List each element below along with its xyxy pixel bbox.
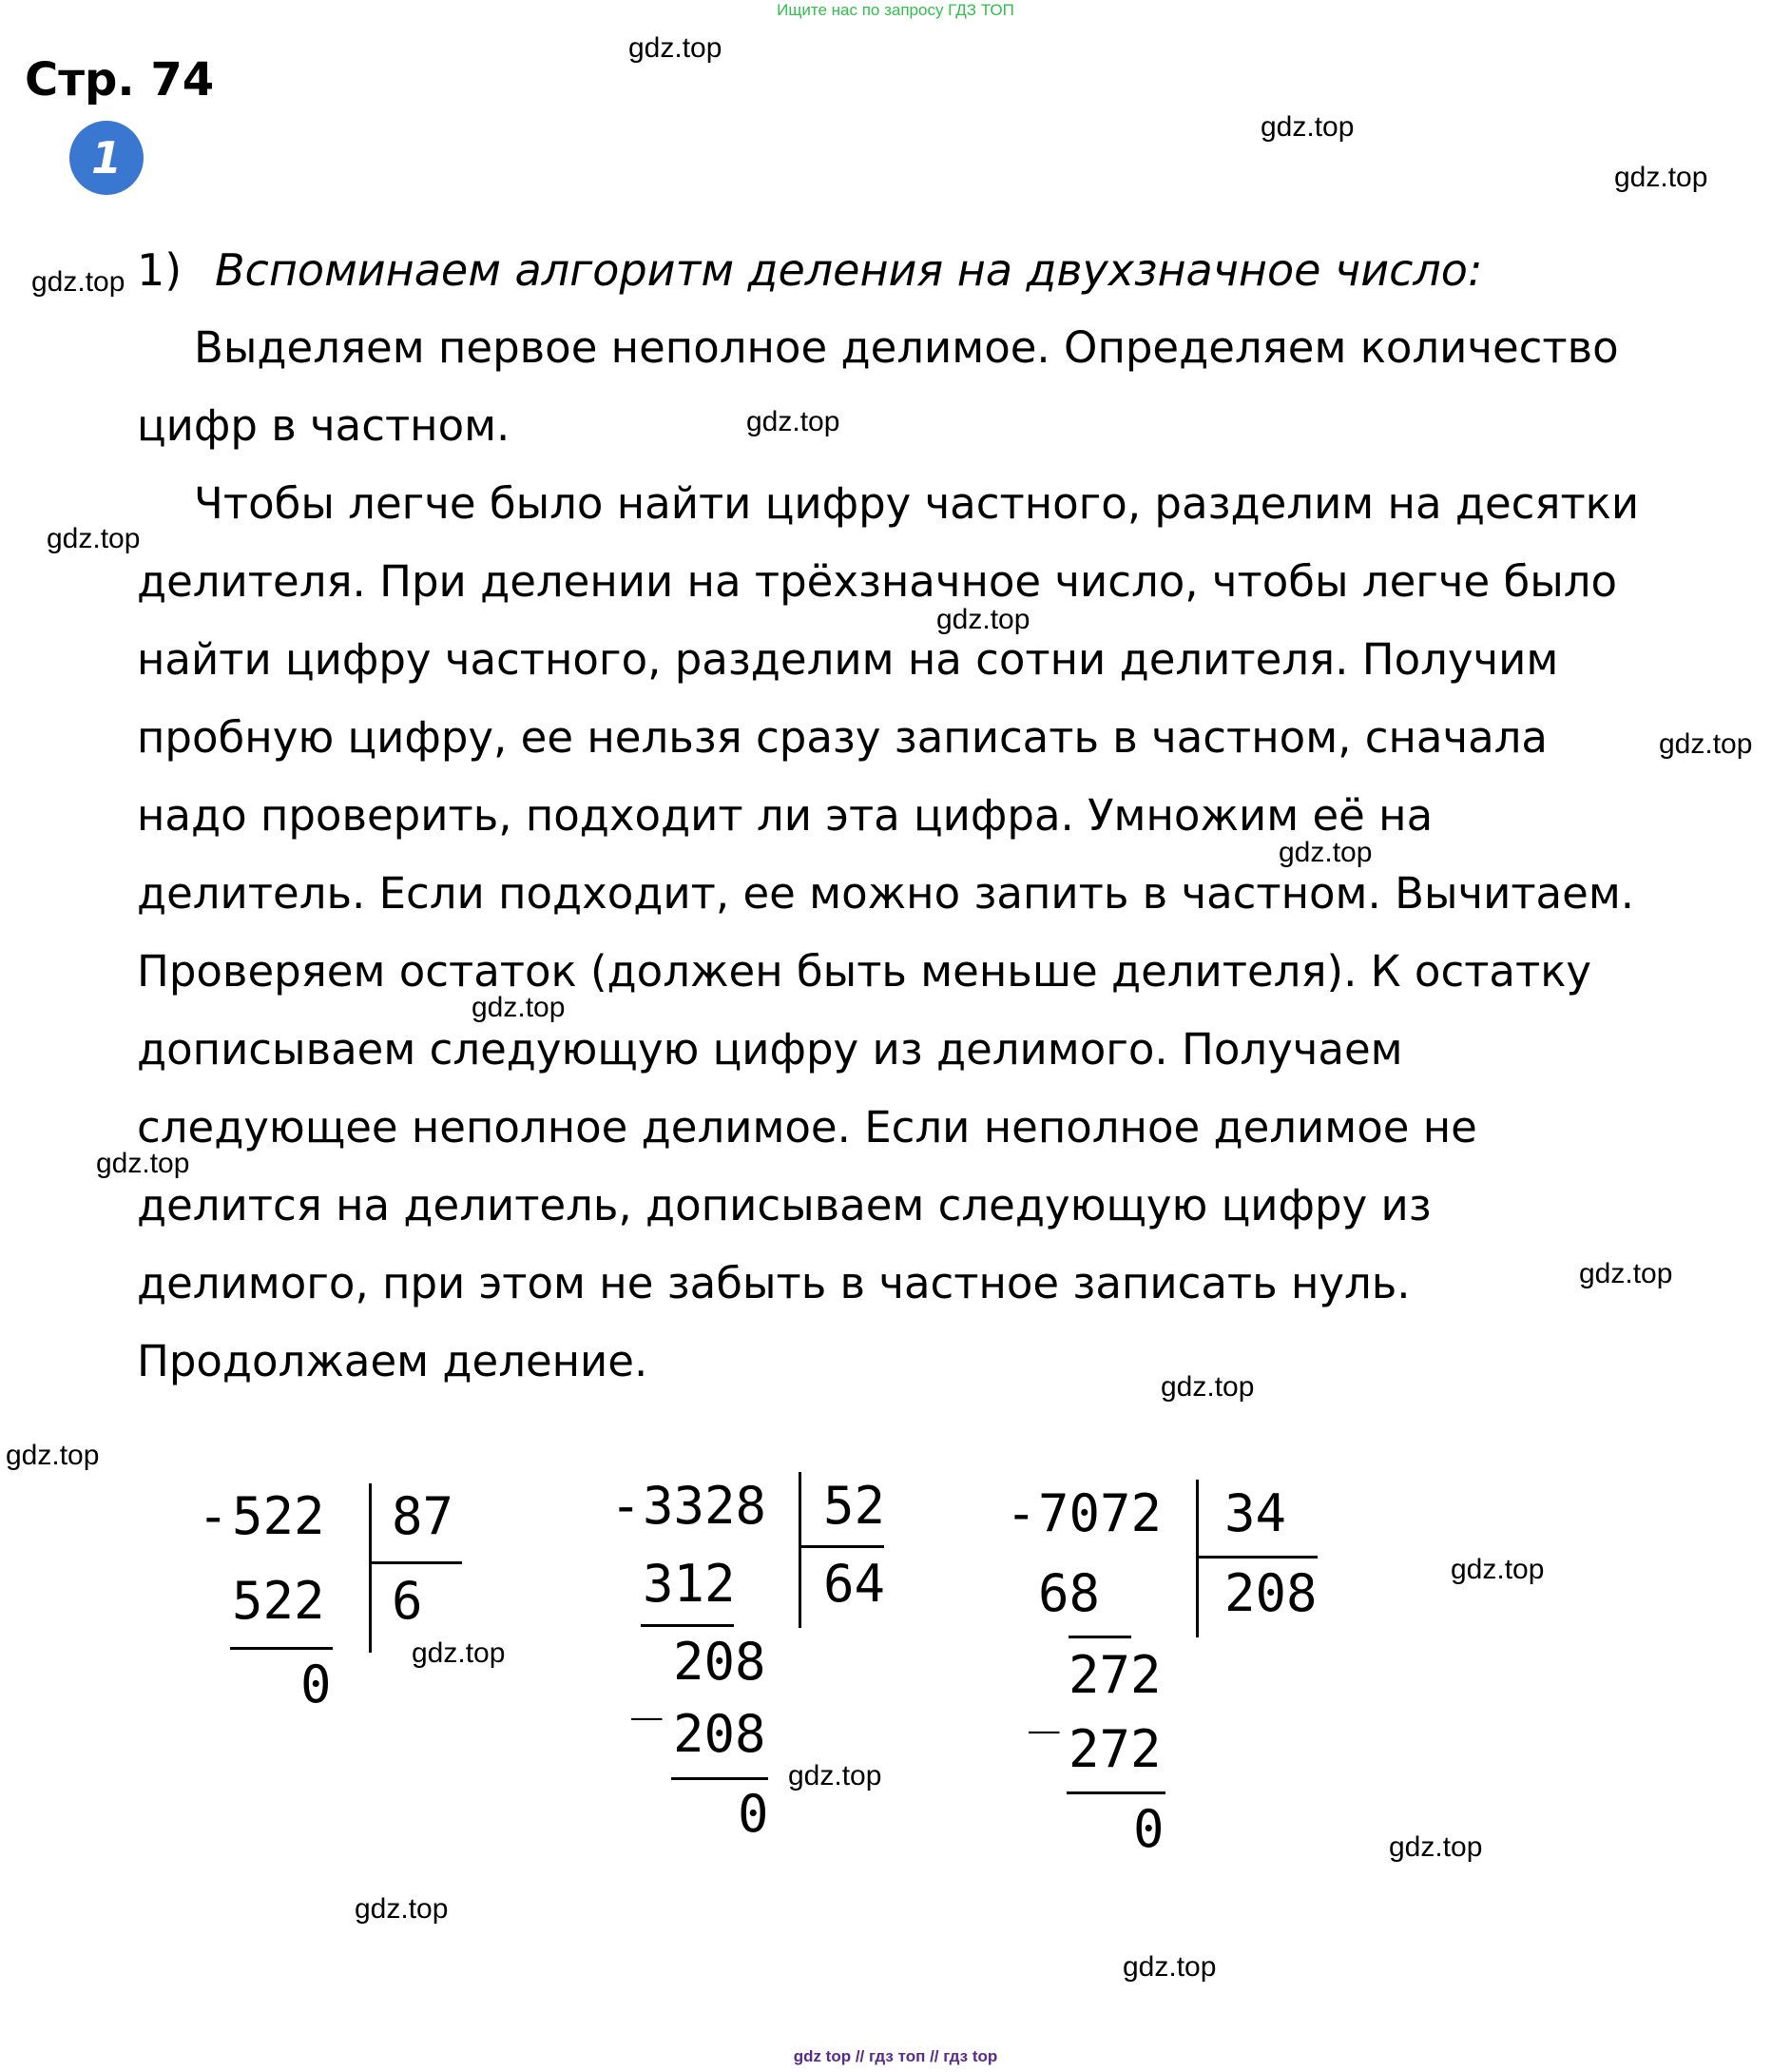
task-heading: Вспоминаем алгоритм деления на двухзначное число: — [215, 244, 1483, 296]
minus-sign: - — [1006, 1483, 1037, 1543]
text-line-5: найти цифру частного, разделим на сотни делителя. Получим — [137, 634, 1559, 685]
watermark: gdz.top — [1659, 728, 1753, 760]
watermark: gdz.top — [1161, 1371, 1255, 1403]
divisor-underline — [800, 1545, 884, 1548]
remainder: 0 — [1133, 1799, 1165, 1859]
subtraction-line-2 — [1067, 1791, 1165, 1794]
watermark: gdz.top — [47, 523, 141, 554]
partial-dividend: 208 — [673, 1632, 766, 1692]
division-vertical-line — [799, 1472, 801, 1628]
quotient: 64 — [823, 1554, 886, 1614]
text-line-11: следующее неполное делимое. Если неполное делимое не — [137, 1102, 1477, 1152]
top-banner: Ищите нас по запросу ГДЗ ТОП — [777, 1, 1014, 19]
text-line-9: Проверяем остаток (должен быть меньше делителя). К остатку — [137, 946, 1592, 997]
task-number-badge: 1 — [69, 121, 144, 195]
dividend: 7072 — [1038, 1483, 1163, 1543]
watermark: gdz.top — [1614, 162, 1708, 193]
watermark: gdz.top — [6, 1440, 100, 1471]
divisor: 52 — [823, 1476, 886, 1536]
watermark: gdz.top — [1389, 1831, 1483, 1863]
divisor-underline — [371, 1561, 462, 1564]
minus-sign-2: _ — [1029, 1674, 1060, 1733]
dividend: 3328 — [643, 1476, 767, 1536]
subtrahend-2: 272 — [1069, 1719, 1162, 1779]
minus-sign-2: _ — [631, 1660, 663, 1720]
watermark: gdz.top — [31, 266, 125, 298]
subtrahend-2: 208 — [673, 1704, 766, 1764]
text-line-12: делится на делитель, дописываем следующую цифру из — [137, 1180, 1432, 1230]
page-title: Стр. 74 — [25, 53, 215, 107]
watermark: gdz.top — [1279, 837, 1373, 868]
watermark: gdz.top — [746, 406, 840, 437]
text-line-1: Выделяем первое неполное делимое. Определяем количество — [194, 322, 1619, 373]
text-line-4: делителя. При делении на трёхзначное число, чтобы легче было — [137, 556, 1618, 607]
text-line-14: Продолжаем деление. — [137, 1336, 648, 1386]
text-line-13: делимого, при этом не забыть в частное записать нуль. — [137, 1258, 1411, 1308]
remainder: 0 — [738, 1784, 769, 1844]
watermark: gdz.top — [96, 1148, 190, 1179]
quotient: 208 — [1224, 1563, 1318, 1623]
watermark: gdz.top — [1123, 1951, 1217, 1983]
subtrahend-1: 312 — [643, 1554, 736, 1614]
text-line-2: цифр в частном. — [137, 400, 510, 451]
divisor: 34 — [1224, 1483, 1287, 1543]
dividend: 522 — [232, 1486, 325, 1546]
watermark: gdz.top — [472, 992, 566, 1023]
minus-sign: - — [198, 1486, 229, 1546]
watermark: gdz.top — [936, 604, 1030, 635]
subtraction-line — [230, 1647, 333, 1650]
text-line-3: Чтобы легче было найти цифру частного, разделим на десятки — [194, 478, 1640, 529]
watermark: gdz.top — [788, 1760, 882, 1791]
text-line-7: надо проверить, подходит ли эта цифра. Умножим её на — [137, 790, 1434, 841]
division-vertical-line — [1196, 1480, 1199, 1637]
footer-links: gdz top // гдз топ // гдз top — [793, 2047, 998, 2065]
text-line-8: делитель. Если подходит, ее можно запить в частном. Вычитаем. — [137, 868, 1635, 919]
subtrahend-1: 68 — [1038, 1563, 1101, 1623]
minus-sign: - — [610, 1476, 642, 1536]
divisor-underline — [1198, 1556, 1318, 1559]
remainder: 0 — [300, 1655, 332, 1714]
quotient: 6 — [392, 1571, 423, 1631]
text-line-10: дописываем следующую цифру из делимого. Получаем — [137, 1024, 1403, 1075]
subtrahend: 522 — [232, 1571, 325, 1631]
watermark: gdz.top — [1451, 1554, 1545, 1585]
task-item-number: 1) — [137, 244, 183, 296]
subtraction-line-1 — [641, 1624, 734, 1627]
watermark: gdz.top — [412, 1637, 506, 1669]
watermark: gdz.top — [1579, 1258, 1673, 1289]
watermark: gdz.top — [355, 1893, 449, 1925]
watermark: gdz.top — [1261, 111, 1355, 143]
partial-dividend: 272 — [1069, 1645, 1162, 1705]
text-line-6: пробную цифру, ее нельзя сразу записать в частном, сначала — [137, 712, 1548, 763]
division-vertical-line — [369, 1483, 372, 1653]
subtraction-line-1 — [1069, 1636, 1131, 1638]
subtraction-line-2 — [671, 1777, 768, 1780]
watermark: gdz.top — [628, 32, 722, 64]
divisor: 87 — [392, 1486, 454, 1546]
